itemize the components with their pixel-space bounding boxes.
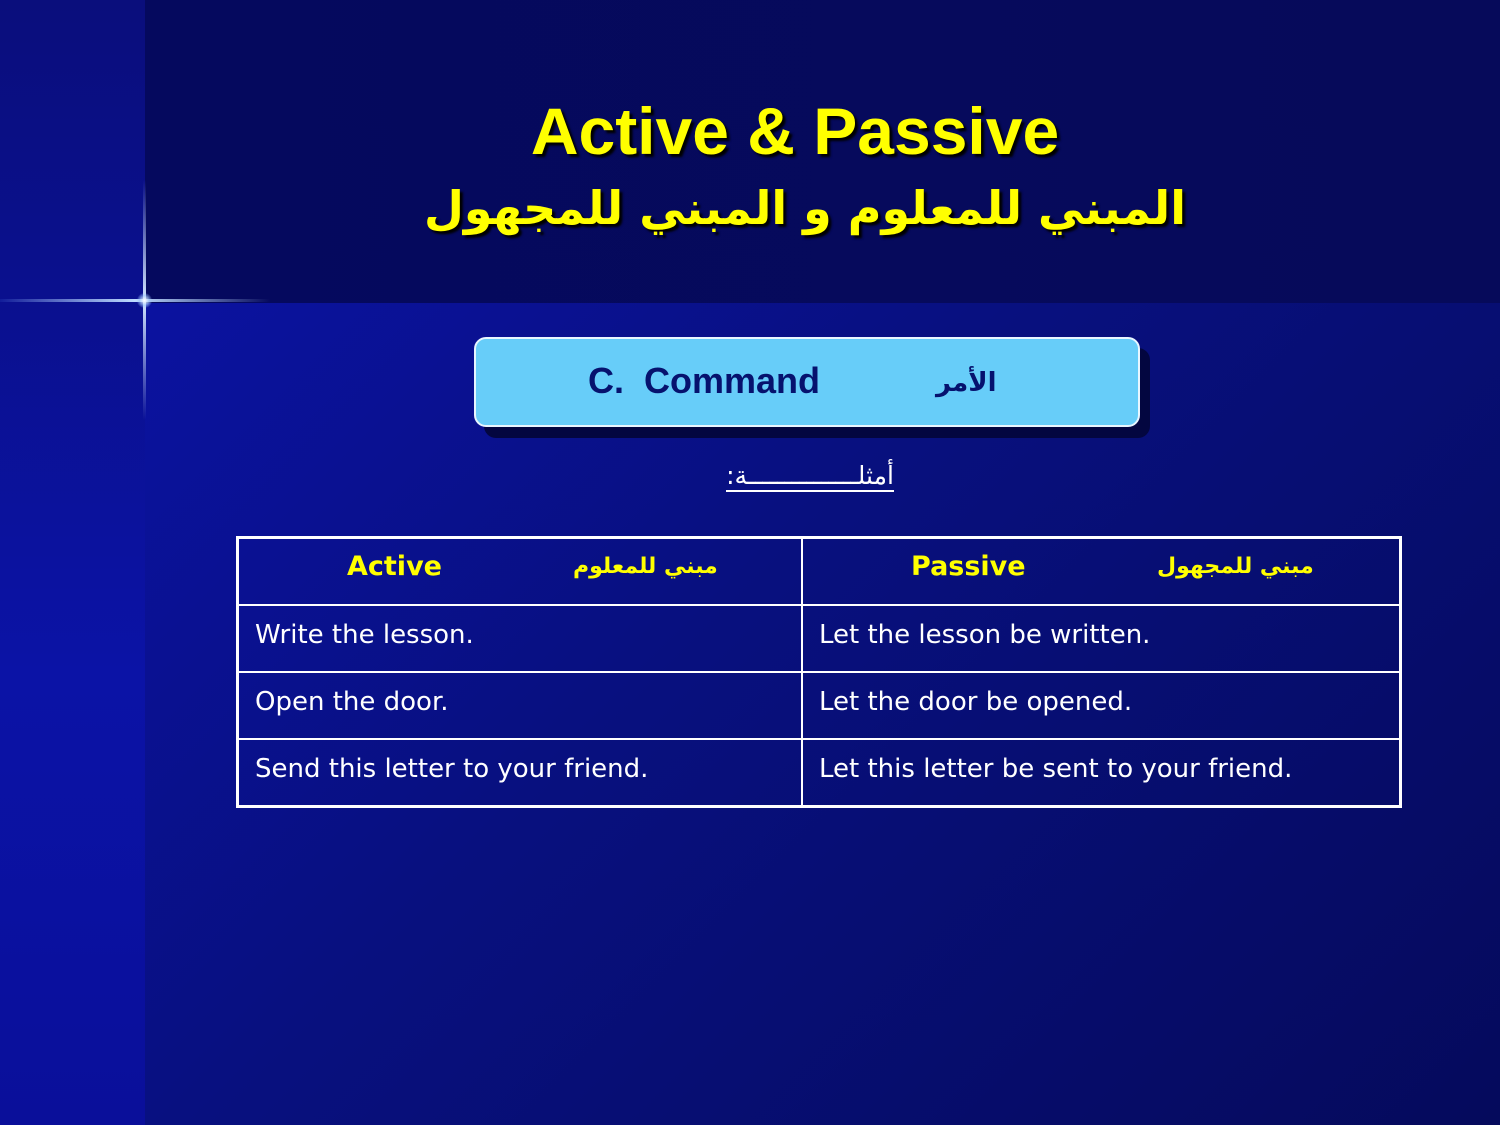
examples-heading [700,458,920,494]
table-cell [802,672,1401,739]
header-passive-arabic: مبني للمجهول [1157,554,1314,579]
table-cell [238,605,803,672]
active-sentence: Write the lesson. [255,620,474,650]
light-flare-horizontal [0,299,270,302]
passive-sentence: Let the door be opened. [819,687,1133,717]
slide-subtitle-arabic: المبني للمعلوم و المبني للمجهول [424,181,1186,235]
header-cell-active [238,538,803,606]
header-active-label: Active [347,551,442,582]
table-cell [802,739,1401,807]
table-cell [238,672,803,739]
table-row [238,672,1401,739]
table-header-row [238,538,1401,606]
header-passive-label: Passive [911,551,1026,582]
section-label-arabic: الأمر [936,368,997,398]
active-sentence: Send this letter to your friend. [255,754,649,784]
slide-title: Active & Passive [530,94,1060,168]
table-row [238,739,1401,807]
header-cell-passive [802,538,1401,606]
background-left-panel [0,0,145,1125]
table-row [238,605,1401,672]
passive-sentence: Let this letter be sent to your friend. [819,754,1293,784]
table-cell [802,605,1401,672]
passive-sentence: Let the lesson be written. [819,620,1151,650]
light-flare-center [137,293,152,308]
comparison-table [236,536,1402,808]
examples-heading-text: أمثلـــــــــــــــة: [726,461,894,490]
section-label: C. Command [588,360,821,401]
table-cell [238,739,803,807]
active-sentence: Open the door. [255,687,449,717]
section-command-box [474,337,1140,427]
header-active-arabic: مبني للمعلوم [573,554,718,579]
